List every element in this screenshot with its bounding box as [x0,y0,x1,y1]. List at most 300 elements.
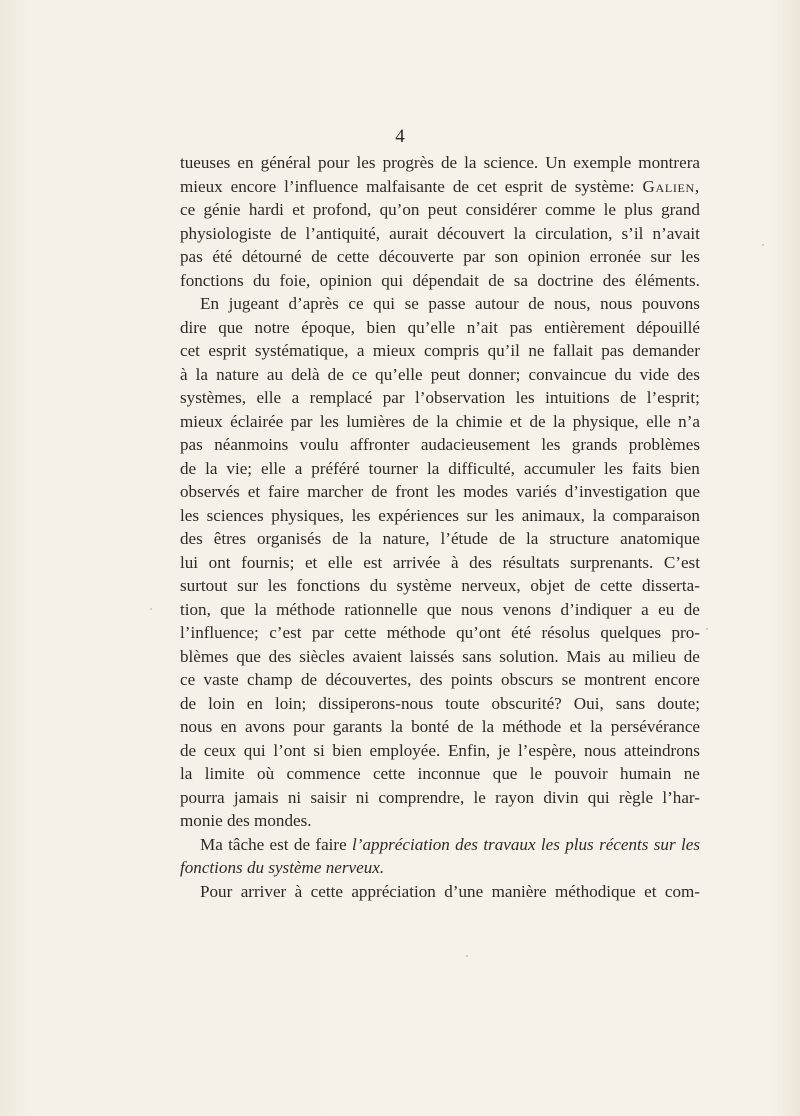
word: esprit [504,176,543,196]
word: bonté [411,717,450,736]
word: qui [243,740,266,760]
text-line [180,574,700,598]
word: la [390,717,403,736]
paper-speck [762,244,764,246]
word: ce [180,200,196,219]
punctuation: : [629,176,635,196]
word: qu’il [487,341,520,360]
word: a [356,341,365,360]
word: sa [513,270,529,290]
word: blèmes [180,646,229,666]
word: du [252,270,271,290]
word: loin [208,693,235,713]
word: progrès [382,153,434,172]
word: faits [631,458,662,478]
word: en [220,717,237,736]
word: voulu [299,435,339,454]
text-line [180,433,700,457]
word: surtout [180,576,228,595]
word: qui [373,294,395,313]
word: venons [502,599,552,619]
word: cette [336,247,370,266]
word: peut [427,200,458,219]
word: l’esprit; [646,388,700,407]
word: Galien, [642,176,700,196]
word: règle [618,787,654,807]
word: points [450,670,493,689]
word: Enfin, [447,740,491,760]
word: du [369,576,387,595]
word: manière [491,881,547,901]
word: nous [180,717,213,736]
word: d’une [444,881,484,901]
word: champ [247,670,293,689]
word: méthodique [555,881,636,901]
word: sur [466,505,488,525]
word: elle [646,411,671,431]
text-line [180,198,700,222]
word: de [488,270,505,290]
word: animaux, [521,505,585,525]
text-segment: monie des mondes. [180,811,312,830]
word: cet [180,341,200,360]
word: l’influence [284,176,359,196]
word: nous [584,740,617,760]
word: structure [549,529,610,548]
word: cette [600,576,633,595]
word: elle [256,388,282,407]
word: bien [366,317,396,337]
word: d’investigation [564,482,668,501]
word: malfaisante [366,176,445,196]
word: que [426,599,452,619]
word: les [680,247,700,266]
word: la [481,717,495,736]
word: par [382,388,405,407]
word: des [419,670,443,689]
word: pour [318,153,350,172]
word: général [260,153,311,172]
word: avons [245,717,285,736]
text-line [180,363,700,387]
word: sur [650,247,672,266]
word: atteindrons [623,740,700,760]
word: les [495,505,515,525]
word: accumuler [523,458,596,478]
word: de [620,388,637,407]
word: objet [530,576,565,595]
word: nous, [553,294,591,313]
word: limite [204,764,245,783]
text-line [180,715,700,739]
word: Ma [200,834,223,854]
word: ne [683,764,700,783]
word: son [494,247,519,266]
word: l’appréciation [352,834,450,854]
word: surprenants. [570,552,654,572]
word: le [529,764,543,783]
word: la [205,458,218,478]
word: erronée [589,247,641,266]
text-line [180,645,700,669]
word: l’har- [662,787,700,807]
word: appréciation [351,881,436,901]
word: compris [424,341,480,360]
text-line [180,410,700,434]
word: arriver [240,881,287,901]
word: lui [180,552,199,572]
text-line [180,386,700,410]
word: qu’ont [456,623,501,642]
word: montrera [638,153,700,172]
word: l’antiquité, [305,223,381,243]
text-line [180,175,700,199]
word: de [574,576,591,595]
word: divin [543,787,579,807]
word: l’étude [440,529,488,548]
word: quelques [600,623,662,642]
word: la [180,764,193,783]
word: les [351,505,371,525]
word: d’indiquer [560,599,632,619]
word: époque, [301,317,355,337]
word: comprendre, [378,787,465,807]
word: si [313,740,325,760]
word: systématique, [254,341,349,360]
text-line [180,457,700,481]
text-segment: fonctions du système nerveux. [180,858,385,877]
word: détourné [241,247,302,266]
word: observés [180,482,240,501]
word: chimie [455,411,503,431]
word: entièrement [544,317,625,337]
word: récents [599,834,649,854]
word: elle [327,552,353,572]
word: d’après [288,294,339,313]
word: problèmes [628,435,700,454]
word: la [552,411,566,431]
word: aurait [389,223,429,243]
word: nature [216,364,259,384]
word: ce [351,364,368,384]
paper-speck [466,955,468,957]
text-line [180,222,700,246]
word: pourra [180,787,225,807]
text-line [180,739,700,763]
word: milieu [632,646,676,666]
word: méthode [502,717,562,736]
word: tourner [368,458,418,478]
word: doctrine [537,270,594,290]
word: le [603,200,616,219]
word: l’espère, [517,740,577,760]
word: découvertes, [325,670,412,689]
text-line [180,809,700,833]
paragraph-start-line [180,292,700,316]
word: que [236,646,261,666]
word: dire [180,317,207,337]
word: qui [587,787,610,807]
word: par [463,247,486,266]
word: et [292,200,305,219]
word: les [436,482,456,501]
word: système [396,576,452,595]
word: que [492,764,518,783]
word: se [561,670,576,689]
word: pas [509,317,533,337]
word: de [180,693,197,713]
word: anatomique [620,529,700,548]
word: et [509,411,523,431]
word: avaient [352,646,402,666]
word: peut [430,364,461,384]
word: encore [654,670,700,689]
word: s’il [621,223,644,243]
word: Pour [200,881,233,901]
word: dépouillé [636,317,700,337]
word: en [246,693,263,713]
word: mieux [180,176,223,196]
word: siècles [299,646,345,666]
word: tâche [228,834,265,854]
word: la [436,411,449,431]
word: doute; [657,693,700,713]
word: de [683,599,700,619]
word: disserta- [641,576,700,595]
word: des [455,834,478,854]
word: des [469,552,492,572]
text-line [180,762,700,786]
word: la [359,529,372,548]
word: de [300,670,318,689]
word: par [311,623,334,642]
word: fonctions [296,576,361,595]
word: méthode [276,599,335,619]
word: pas [180,247,203,266]
word: les [680,834,700,854]
word: qu’elle [407,317,456,337]
word: considérer [465,200,537,219]
word: plus [565,834,594,854]
word: bien [332,740,362,760]
word: nous [461,599,494,619]
word: découvert [437,223,505,243]
body-text [180,151,700,903]
word: profond, [312,200,372,219]
word: dépendait [412,270,479,290]
word: de [412,411,429,431]
word: à [450,552,459,572]
text-line [180,598,700,622]
word: faire [315,834,347,854]
word: ont [208,552,231,572]
word: n’ait [466,317,499,337]
word: de [528,294,545,313]
word: de [327,364,344,384]
word: été [212,247,233,266]
word: ce [180,670,196,689]
word: physique, [572,411,639,431]
word: obscurs [501,670,554,689]
word: qui [381,270,404,290]
word: hardi [248,200,284,219]
text-line [180,621,700,645]
word: de [529,411,546,431]
word: de [311,247,328,266]
word: au [266,364,284,384]
word: saisir [310,787,347,807]
word: qu’elle [375,364,423,384]
word: génie [203,200,241,219]
word: expériences [378,505,459,525]
word: fonctions [180,270,244,290]
text-line [180,480,700,504]
word: sans [462,646,492,666]
word: opinion [527,247,581,266]
word: et [247,482,261,501]
word: éclairée [230,411,284,431]
word: eu [658,599,675,619]
text-line [180,692,700,716]
word: pas [601,341,625,360]
word: rationnelle [344,599,418,619]
word: solution. [499,646,559,666]
word: Mais [566,646,601,666]
word: lumières [346,411,406,431]
word: a [294,458,303,478]
word: systèmes, [180,388,246,407]
word: les [267,576,287,595]
word: des [677,364,700,384]
word: pouvoir [554,764,608,783]
word: de [371,482,388,501]
word: l’ont [273,740,306,760]
word: pour [293,717,325,736]
word: cette [344,623,377,642]
paper-speck [706,628,708,630]
word: commence [286,764,361,783]
page-number: 4 [395,126,405,147]
word: de [498,529,516,548]
word: notre [254,317,290,337]
word: les [541,435,561,454]
word: système: [574,176,635,196]
word: du [614,364,632,384]
word: En [200,294,219,313]
word: n’a [678,411,700,431]
word: le [473,787,486,807]
word: a [641,599,649,619]
word: des [268,646,292,666]
word: de [452,176,469,196]
word: audacieusement [420,435,531,454]
word: c’est [269,623,302,642]
word: affronter [349,435,410,454]
word: la [426,458,440,478]
word: résultats [502,552,560,572]
text-line [180,856,700,880]
word: les [356,153,376,172]
word: remplacé [309,388,373,407]
word: pouvons [642,294,700,313]
word: ni [287,787,302,807]
word: donner; [468,364,521,384]
word: convaincue [528,364,607,384]
word: vide [639,364,670,384]
word: cet [476,176,497,196]
word: de [280,223,297,243]
word: la [526,529,539,548]
word: l’observation [415,388,506,407]
word: la [464,153,477,172]
word: des [602,270,626,290]
word: comme [545,200,596,219]
text-line [180,316,700,340]
word: les [515,388,535,407]
word: ne [528,341,545,360]
word: ce [348,294,364,313]
word: bien [670,458,700,478]
word: que [218,317,243,337]
word: mieux [372,341,416,360]
word: résolus [541,623,590,642]
word: des [180,529,203,548]
paper-speck [150,608,152,610]
word: inconnue [417,764,481,783]
word: par [290,411,313,431]
word: dissiperons-nous [318,693,434,713]
word: grand [661,200,700,219]
word: modes [463,482,509,501]
word: encore [230,176,277,196]
word: méthode [386,623,446,642]
word: est [269,834,289,854]
word: la [195,364,209,384]
word: au [608,646,625,666]
word: et [304,552,318,572]
word: demander [632,341,700,360]
word: pas [180,435,203,454]
word: se [404,294,419,313]
word: passe [428,294,466,313]
word: a [291,388,300,407]
word: vie; [226,458,253,478]
word: les [540,834,560,854]
text-line [180,786,700,810]
word: faire [268,482,300,501]
word: montrent [584,670,646,689]
word: nerveux, [461,576,521,595]
word: et [569,717,582,736]
word: de [550,176,567,196]
text-line [180,668,700,692]
word: rayon [495,787,535,807]
word: employée. [369,740,441,760]
word: l’influence; [180,623,259,642]
paragraph-start-line [180,833,700,857]
word: jugeant [228,294,279,313]
word: intuitions [545,388,610,407]
word: arrivée [392,552,441,572]
punctuation: , [694,176,700,196]
word: obscurité? [491,693,562,713]
word: les [180,505,199,525]
word: laissés [409,646,455,666]
text-line [180,504,700,528]
word: été [511,623,532,642]
word: Un [545,153,567,172]
word: de [457,717,474,736]
